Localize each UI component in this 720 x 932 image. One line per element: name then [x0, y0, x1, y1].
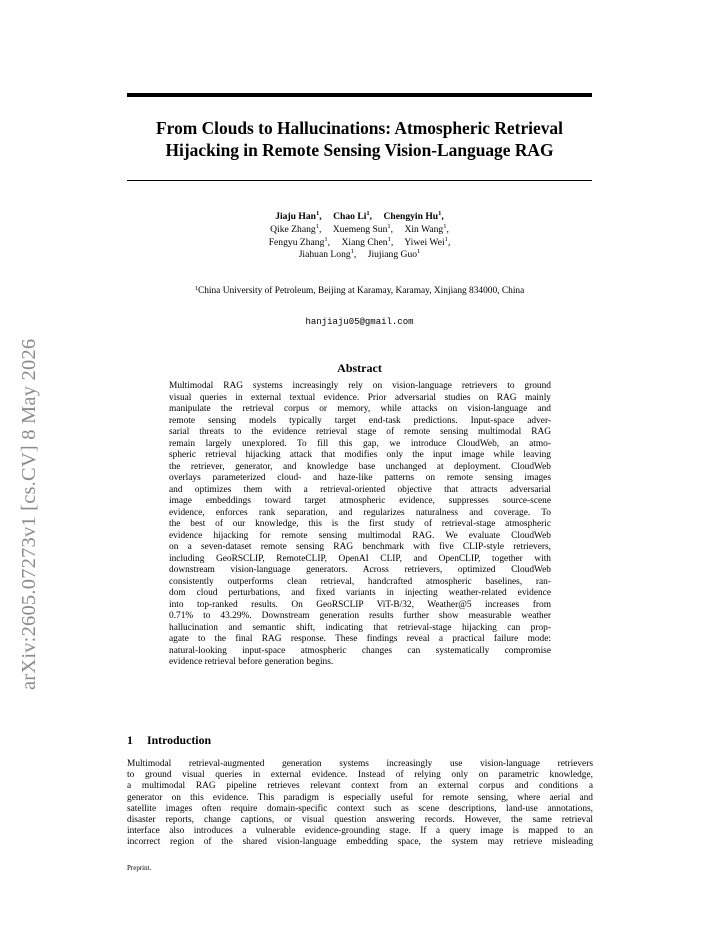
author-row: Jiaju Han$^1$, Chao Li$^1$, Chengyin Hu$^1$, [275, 210, 444, 222]
author-name: Chao Li [333, 211, 367, 222]
contact-email[interactable]: hanjiaju05@gmail.com [305, 317, 414, 327]
author-name: Chengyin Hu [383, 211, 439, 222]
author-row: Jiahuan Long$^1$, Jiujiang Guo$^1$ [298, 248, 421, 261]
author-name: Qike Zhang [270, 223, 316, 235]
abstract-text: Multimodal RAG systems increasingly rely on vision-language retrievers to ground visual queries in external textual evidence. Prior adversarial studies on RAG mainly manipulate the retrieval corpus or memory, while attacks on vision-language and remote sensing models typically target end-task predictions. Input-space adver- sarial threats to the evidence retrieval stage of remote sensing multimodal RAG remain largely unexplored. To fill this gap, we introduce CloudWeb, an atmo- spheric retrieval hijacking attack that modifies only the input image while leaving the retriever, generator, and knowledge base unchanged at deployment. CloudWeb overlays parameterized cloud- and haze-like patterns on remote sensing images and optimizes them with a retrieval-oriented objective that attracts adversarial image embeddings toward target atmospheric evidence, suppresses source-scene evidence, enforces rank separation, and regularizes naturalness and coverage. To the best of our knowledge, this is the first study of retrieval-stage atmospheric evidence hijacking for remote sensing multimodal RAG. We evaluate CloudWeb on a seven-dataset remote sensing RAG benchmark with five CLIP-style retrievers, including GeoRSCLIP, RemoteCLIP, OpenAI CLIP, and OpenCLIP, together with downstream vision-language generators. Across retrievers, optimized CloudWeb consistently outperforms clean retrieval, handcrafted atmospheric baselines, ran- dom cloud perturbations, and fixed variants in injecting weather-related evidence into top-ranked results. On GeoRSCLIP ViT-B/32, Weather@5 increases from 0.71% to 43.29%. Downstream generation results further show measurable weather hallucination and semantic shift, indicating that retrieval-stage hijacking can prop- agate to the final RAG response. These findings reveal a practical failure mode: natural-looking input-space atmospheric changes can systematically compromise evidence retrieval before generation begins. [169, 381, 551, 667]
author-name: Jiaju Han [275, 211, 317, 222]
author-name: Yiwei Wei [404, 236, 445, 248]
title-line-2: Hijacking in Remote Sensing Vision-Language RAG [165, 140, 554, 160]
title-top-rule [127, 93, 592, 97]
section-title: Introduction [147, 733, 212, 747]
introduction-text: Multimodal retrieval-augmented generation systems increasingly use vision-language retrievers to ground visual queries in external evidence. Instead of relying only on parametric knowledge, a multimodal RAG pipeline retrieves relevant context from an external corpus and conditions a generator on this evidence. This paradigm is especially useful for remote sensing, where aerial and satellite images often require domain-specific context such as scene descriptions, land-use annotations, disaster reports, change captions, or visual question answering records. However, the same retrieval interface also introduces a vulnerable evidence-grounding stage. If a query image is mapped to an incorrect region of the shared vision-language embedding space, the system may retrieve misleading [127, 759, 593, 848]
section-number: 1 [127, 733, 133, 747]
paper-title [118, 117, 601, 161]
author-name: Xin Wang [404, 223, 444, 235]
author-row: Fengyu Zhang$^1$, Xiang Chen$^1$, Yiwei Wei$^1$, [268, 235, 451, 248]
title-bottom-rule [127, 180, 592, 181]
abstract-heading: Abstract [337, 361, 382, 375]
author-list [127, 211, 592, 262]
arxiv-identifier[interactable]: arXiv:2605.07273v1 [cs.CV] 8 May 2026 [18, 338, 40, 690]
author-name: Jiahuan Long [298, 249, 351, 261]
author-name: Fengyu Zhang [268, 236, 325, 248]
author-name: Xiang Chen [341, 236, 388, 248]
section-heading-introduction [127, 733, 211, 748]
affiliation: $^1$China University of Petroleum, Beijing at Karamay, Karamay, Xinjiang 834000, China [194, 285, 525, 296]
author-row: Qike Zhang$^1$, Xuemeng Sun$^1$, Xin Wang$^1$, [270, 222, 449, 235]
author-name: Xuemeng Sun [332, 223, 388, 235]
author-name: Jiujiang Guo [367, 249, 418, 261]
preprint-footnote: Preprint. [127, 864, 152, 872]
title-line-1: From Clouds to Hallucinations: Atmospheric Retrieval [156, 118, 563, 138]
